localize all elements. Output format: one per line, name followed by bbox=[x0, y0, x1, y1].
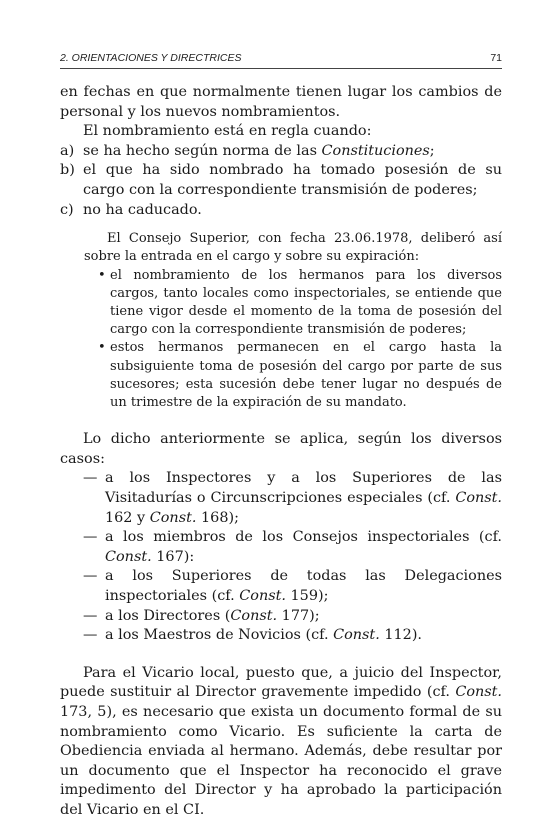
list-text: se ha hecho según norma de las Constituciones; bbox=[83, 142, 435, 159]
page-body bbox=[60, 83, 502, 820]
list-text: no ha caducado. bbox=[83, 201, 202, 218]
bullet-text: el nombramiento de los hermanos para los diversos cargos, tanto locales como inspectoriales, se entiende que tiene vigor desde el momento de la toma de posesión del cargo con la correspondiente transmisión de poderes; bbox=[110, 267, 502, 338]
paragraph-2: El nombramiento está en regla cuando: bbox=[83, 123, 372, 140]
dash-text: a los Directores (Const. 177); bbox=[105, 607, 320, 624]
note-bullet bbox=[98, 339, 502, 412]
paragraph-4: Para el Vicario local, puesto que, a juicio del Inspector, puede sustituir al Director gravemente impedido (cf. Const. 173, 5), es necesario que exista un documento formal de su nombramiento como Vicario. Es suficiente la carta de Obediencia enviada al hermano. Además, debe resultar por un documento que el Inspector ha reconocido el grave impedimento del Director y ha aprobado la participación del Vicario en el CI. bbox=[60, 664, 502, 818]
running-header bbox=[60, 52, 502, 69]
dash-icon: — bbox=[83, 470, 98, 487]
list-text: el que ha sido nombrado ha tomado posesión de su cargo con la correspondiente transmisión de poderes; bbox=[83, 162, 502, 198]
list-marker: a) bbox=[60, 142, 75, 159]
list-item bbox=[60, 142, 502, 162]
conditions-list bbox=[60, 142, 502, 220]
bullet-icon: • bbox=[98, 340, 106, 356]
council-note bbox=[84, 230, 502, 412]
list-item bbox=[60, 201, 502, 221]
bullet-icon: • bbox=[98, 267, 106, 283]
list-marker: b) bbox=[60, 162, 75, 179]
paragraph-1: en fechas en que normalmente tienen lugar los cambios de personal y los nuevos nombramientos. bbox=[60, 84, 502, 120]
note-bullet bbox=[98, 267, 502, 340]
cases-list bbox=[60, 469, 502, 645]
dash-icon: — bbox=[83, 568, 98, 585]
dash-item bbox=[83, 626, 502, 646]
list-marker: c) bbox=[60, 201, 74, 218]
dash-text: a los Inspectores y a los Superiores de las Visitadurías o Circunscripciones especiales (cf. Const. 162 y Const. 168); bbox=[105, 470, 502, 526]
dash-item bbox=[83, 469, 502, 528]
dash-icon: — bbox=[83, 607, 98, 624]
dash-text: a los miembros de los Consejos inspectoriales (cf. Const. 167): bbox=[105, 529, 502, 565]
dash-text: a los Superiores de todas las Delegaciones inspectoriales (cf. Const. 159); bbox=[105, 568, 502, 604]
dash-icon: — bbox=[83, 627, 98, 644]
running-title: 2. ORIENTACIONES Y DIRECTRICES bbox=[60, 52, 242, 64]
bullet-text: estos hermanos permanecen en el cargo hasta la subsiguiente toma de posesión del cargo por parte de sus sucesores; esta sucesión debe tener lugar no después de un trimestre de la expiración de su mandato. bbox=[110, 340, 502, 410]
dash-item bbox=[83, 607, 502, 627]
dash-item bbox=[83, 528, 502, 567]
list-item bbox=[60, 161, 502, 200]
dash-icon: — bbox=[83, 529, 98, 546]
note-intro: El Consejo Superior, con fecha 23.06.1978, deliberó así sobre la entrada en el cargo y sobre su expiración: bbox=[84, 231, 502, 265]
dash-item bbox=[83, 567, 502, 606]
dash-text: a los Maestros de Novicios (cf. Const. 112). bbox=[105, 627, 423, 644]
paragraph-3: Lo dicho anteriormente se aplica, según los diversos casos: bbox=[60, 431, 502, 467]
page-number: 71 bbox=[490, 52, 502, 64]
